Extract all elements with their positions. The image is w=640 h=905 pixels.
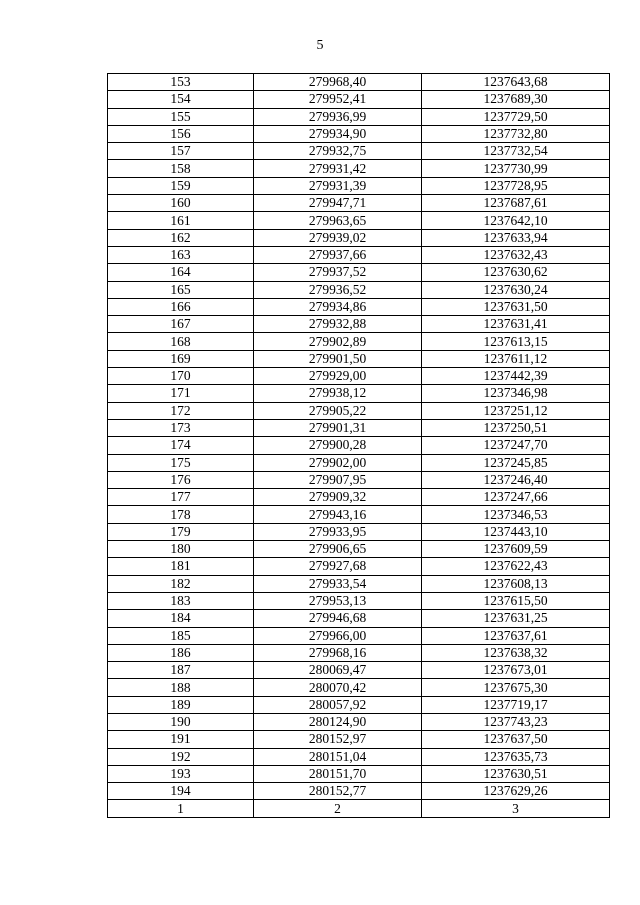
y-coordinate-cell: 1237730,99 <box>422 160 610 177</box>
x-coordinate-cell: 279905,22 <box>254 402 422 419</box>
table-row <box>108 298 610 315</box>
table-row <box>108 125 610 142</box>
x-coordinate-cell: 280124,90 <box>254 713 422 730</box>
y-coordinate-cell: 1237633,94 <box>422 229 610 246</box>
x-coordinate-cell: 279933,54 <box>254 575 422 592</box>
point-number-cell: 164 <box>108 264 254 281</box>
column-number-cell: 2 <box>254 800 422 817</box>
x-coordinate-cell: 279952,41 <box>254 91 422 108</box>
y-coordinate-cell: 1237635,73 <box>422 748 610 765</box>
table-row <box>108 610 610 627</box>
table-row <box>108 160 610 177</box>
y-coordinate-cell: 1237250,51 <box>422 419 610 436</box>
y-coordinate-cell: 1237245,85 <box>422 454 610 471</box>
y-coordinate-cell: 1237622,43 <box>422 558 610 575</box>
x-coordinate-cell: 279909,32 <box>254 489 422 506</box>
table-row <box>108 471 610 488</box>
y-coordinate-cell: 1237346,98 <box>422 385 610 402</box>
point-number-cell: 179 <box>108 523 254 540</box>
point-number-cell: 169 <box>108 350 254 367</box>
x-coordinate-cell: 279947,71 <box>254 195 422 212</box>
x-coordinate-cell: 279934,86 <box>254 298 422 315</box>
point-number-cell: 153 <box>108 74 254 91</box>
point-number-cell: 157 <box>108 143 254 160</box>
x-coordinate-cell: 279907,95 <box>254 471 422 488</box>
column-number-cell: 3 <box>422 800 610 817</box>
y-coordinate-cell: 1237642,10 <box>422 212 610 229</box>
point-number-cell: 182 <box>108 575 254 592</box>
table-row <box>108 644 610 661</box>
y-coordinate-cell: 1237611,12 <box>422 350 610 367</box>
x-coordinate-cell: 279900,28 <box>254 437 422 454</box>
point-number-cell: 194 <box>108 783 254 800</box>
x-coordinate-cell: 279966,00 <box>254 627 422 644</box>
point-number-cell: 155 <box>108 108 254 125</box>
y-coordinate-cell: 1237442,39 <box>422 368 610 385</box>
table-row <box>108 575 610 592</box>
table-row <box>108 713 610 730</box>
table-row <box>108 402 610 419</box>
point-number-cell: 183 <box>108 592 254 609</box>
x-coordinate-cell: 279937,52 <box>254 264 422 281</box>
table-row <box>108 333 610 350</box>
table-row <box>108 246 610 263</box>
table-row <box>108 541 610 558</box>
x-coordinate-cell: 279943,16 <box>254 506 422 523</box>
point-number-cell: 173 <box>108 419 254 436</box>
point-number-cell: 172 <box>108 402 254 419</box>
x-coordinate-cell: 280151,70 <box>254 765 422 782</box>
y-coordinate-cell: 1237608,13 <box>422 575 610 592</box>
table-row <box>108 731 610 748</box>
x-coordinate-cell: 279946,68 <box>254 610 422 627</box>
y-coordinate-cell: 1237630,51 <box>422 765 610 782</box>
y-coordinate-cell: 1237638,32 <box>422 644 610 661</box>
point-number-cell: 168 <box>108 333 254 350</box>
table-row <box>108 316 610 333</box>
y-coordinate-cell: 1237630,62 <box>422 264 610 281</box>
table-row <box>108 212 610 229</box>
x-coordinate-cell: 280152,97 <box>254 731 422 748</box>
x-coordinate-cell: 279902,89 <box>254 333 422 350</box>
x-coordinate-cell: 279968,40 <box>254 74 422 91</box>
table-row <box>108 748 610 765</box>
x-coordinate-cell: 279929,00 <box>254 368 422 385</box>
x-coordinate-cell: 279936,52 <box>254 281 422 298</box>
x-coordinate-cell: 279901,31 <box>254 419 422 436</box>
y-coordinate-cell: 1237631,50 <box>422 298 610 315</box>
column-number-cell: 1 <box>108 800 254 817</box>
y-coordinate-cell: 1237732,54 <box>422 143 610 160</box>
x-coordinate-cell: 279932,88 <box>254 316 422 333</box>
point-number-cell: 178 <box>108 506 254 523</box>
x-coordinate-cell: 279963,65 <box>254 212 422 229</box>
x-coordinate-cell: 279933,95 <box>254 523 422 540</box>
x-coordinate-cell: 279932,75 <box>254 143 422 160</box>
x-coordinate-cell: 280069,47 <box>254 662 422 679</box>
point-number-cell: 191 <box>108 731 254 748</box>
table-row <box>108 281 610 298</box>
table-row <box>108 264 610 281</box>
table-row <box>108 195 610 212</box>
x-coordinate-cell: 279927,68 <box>254 558 422 575</box>
point-number-cell: 174 <box>108 437 254 454</box>
table-row <box>108 74 610 91</box>
point-number-cell: 171 <box>108 385 254 402</box>
point-number-cell: 159 <box>108 177 254 194</box>
y-coordinate-cell: 1237743,23 <box>422 713 610 730</box>
y-coordinate-cell: 1237246,40 <box>422 471 610 488</box>
point-number-cell: 154 <box>108 91 254 108</box>
point-number-cell: 156 <box>108 125 254 142</box>
y-coordinate-cell: 1237643,68 <box>422 74 610 91</box>
point-number-cell: 176 <box>108 471 254 488</box>
point-number-cell: 187 <box>108 662 254 679</box>
point-number-cell: 175 <box>108 454 254 471</box>
x-coordinate-cell: 279931,42 <box>254 160 422 177</box>
table-row <box>108 368 610 385</box>
x-coordinate-cell: 280152,77 <box>254 783 422 800</box>
x-coordinate-cell: 280057,92 <box>254 696 422 713</box>
x-coordinate-cell: 279931,39 <box>254 177 422 194</box>
point-number-cell: 189 <box>108 696 254 713</box>
coordinates-table <box>107 73 610 818</box>
y-coordinate-cell: 1237629,26 <box>422 783 610 800</box>
table-row <box>108 592 610 609</box>
table-row <box>108 662 610 679</box>
x-coordinate-cell: 279936,99 <box>254 108 422 125</box>
coordinates-table-body <box>108 74 610 818</box>
table-row <box>108 437 610 454</box>
table-row <box>108 506 610 523</box>
table-row <box>108 350 610 367</box>
table-row <box>108 679 610 696</box>
point-number-cell: 190 <box>108 713 254 730</box>
y-coordinate-cell: 1237613,15 <box>422 333 610 350</box>
table-row <box>108 91 610 108</box>
y-coordinate-cell: 1237247,70 <box>422 437 610 454</box>
point-number-cell: 185 <box>108 627 254 644</box>
y-coordinate-cell: 1237615,50 <box>422 592 610 609</box>
x-coordinate-cell: 280151,04 <box>254 748 422 765</box>
point-number-cell: 193 <box>108 765 254 782</box>
y-coordinate-cell: 1237687,61 <box>422 195 610 212</box>
y-coordinate-cell: 1237675,30 <box>422 679 610 696</box>
y-coordinate-cell: 1237631,41 <box>422 316 610 333</box>
table-row <box>108 489 610 506</box>
point-number-cell: 188 <box>108 679 254 696</box>
x-coordinate-cell: 279901,50 <box>254 350 422 367</box>
y-coordinate-cell: 1237728,95 <box>422 177 610 194</box>
x-coordinate-cell: 279939,02 <box>254 229 422 246</box>
x-coordinate-cell: 279938,12 <box>254 385 422 402</box>
y-coordinate-cell: 1237247,66 <box>422 489 610 506</box>
x-coordinate-cell: 279968,16 <box>254 644 422 661</box>
point-number-cell: 163 <box>108 246 254 263</box>
y-coordinate-cell: 1237443,10 <box>422 523 610 540</box>
y-coordinate-cell: 1237637,61 <box>422 627 610 644</box>
point-number-cell: 192 <box>108 748 254 765</box>
column-number-row <box>108 800 610 817</box>
point-number-cell: 162 <box>108 229 254 246</box>
table-row <box>108 177 610 194</box>
y-coordinate-cell: 1237346,53 <box>422 506 610 523</box>
y-coordinate-cell: 1237673,01 <box>422 662 610 679</box>
point-number-cell: 181 <box>108 558 254 575</box>
table-row <box>108 523 610 540</box>
point-number-cell: 166 <box>108 298 254 315</box>
point-number-cell: 167 <box>108 316 254 333</box>
y-coordinate-cell: 1237251,12 <box>422 402 610 419</box>
table-row <box>108 454 610 471</box>
x-coordinate-cell: 279937,66 <box>254 246 422 263</box>
table-row <box>108 419 610 436</box>
point-number-cell: 186 <box>108 644 254 661</box>
point-number-cell: 158 <box>108 160 254 177</box>
y-coordinate-cell: 1237689,30 <box>422 91 610 108</box>
table-row <box>108 108 610 125</box>
y-coordinate-cell: 1237637,50 <box>422 731 610 748</box>
point-number-cell: 161 <box>108 212 254 229</box>
table-row <box>108 765 610 782</box>
y-coordinate-cell: 1237630,24 <box>422 281 610 298</box>
x-coordinate-cell: 280070,42 <box>254 679 422 696</box>
point-number-cell: 180 <box>108 541 254 558</box>
x-coordinate-cell: 279934,90 <box>254 125 422 142</box>
y-coordinate-cell: 1237631,25 <box>422 610 610 627</box>
table-row <box>108 385 610 402</box>
x-coordinate-cell: 279902,00 <box>254 454 422 471</box>
point-number-cell: 170 <box>108 368 254 385</box>
y-coordinate-cell: 1237609,59 <box>422 541 610 558</box>
table-row <box>108 229 610 246</box>
y-coordinate-cell: 1237632,43 <box>422 246 610 263</box>
x-coordinate-cell: 279953,13 <box>254 592 422 609</box>
table-row <box>108 558 610 575</box>
point-number-cell: 184 <box>108 610 254 627</box>
table-row <box>108 627 610 644</box>
y-coordinate-cell: 1237729,50 <box>422 108 610 125</box>
table-row <box>108 143 610 160</box>
point-number-cell: 165 <box>108 281 254 298</box>
x-coordinate-cell: 279906,65 <box>254 541 422 558</box>
y-coordinate-cell: 1237719,17 <box>422 696 610 713</box>
table-row <box>108 783 610 800</box>
y-coordinate-cell: 1237732,80 <box>422 125 610 142</box>
point-number-cell: 177 <box>108 489 254 506</box>
page-number: 5 <box>316 38 324 53</box>
table-row <box>108 696 610 713</box>
point-number-cell: 160 <box>108 195 254 212</box>
